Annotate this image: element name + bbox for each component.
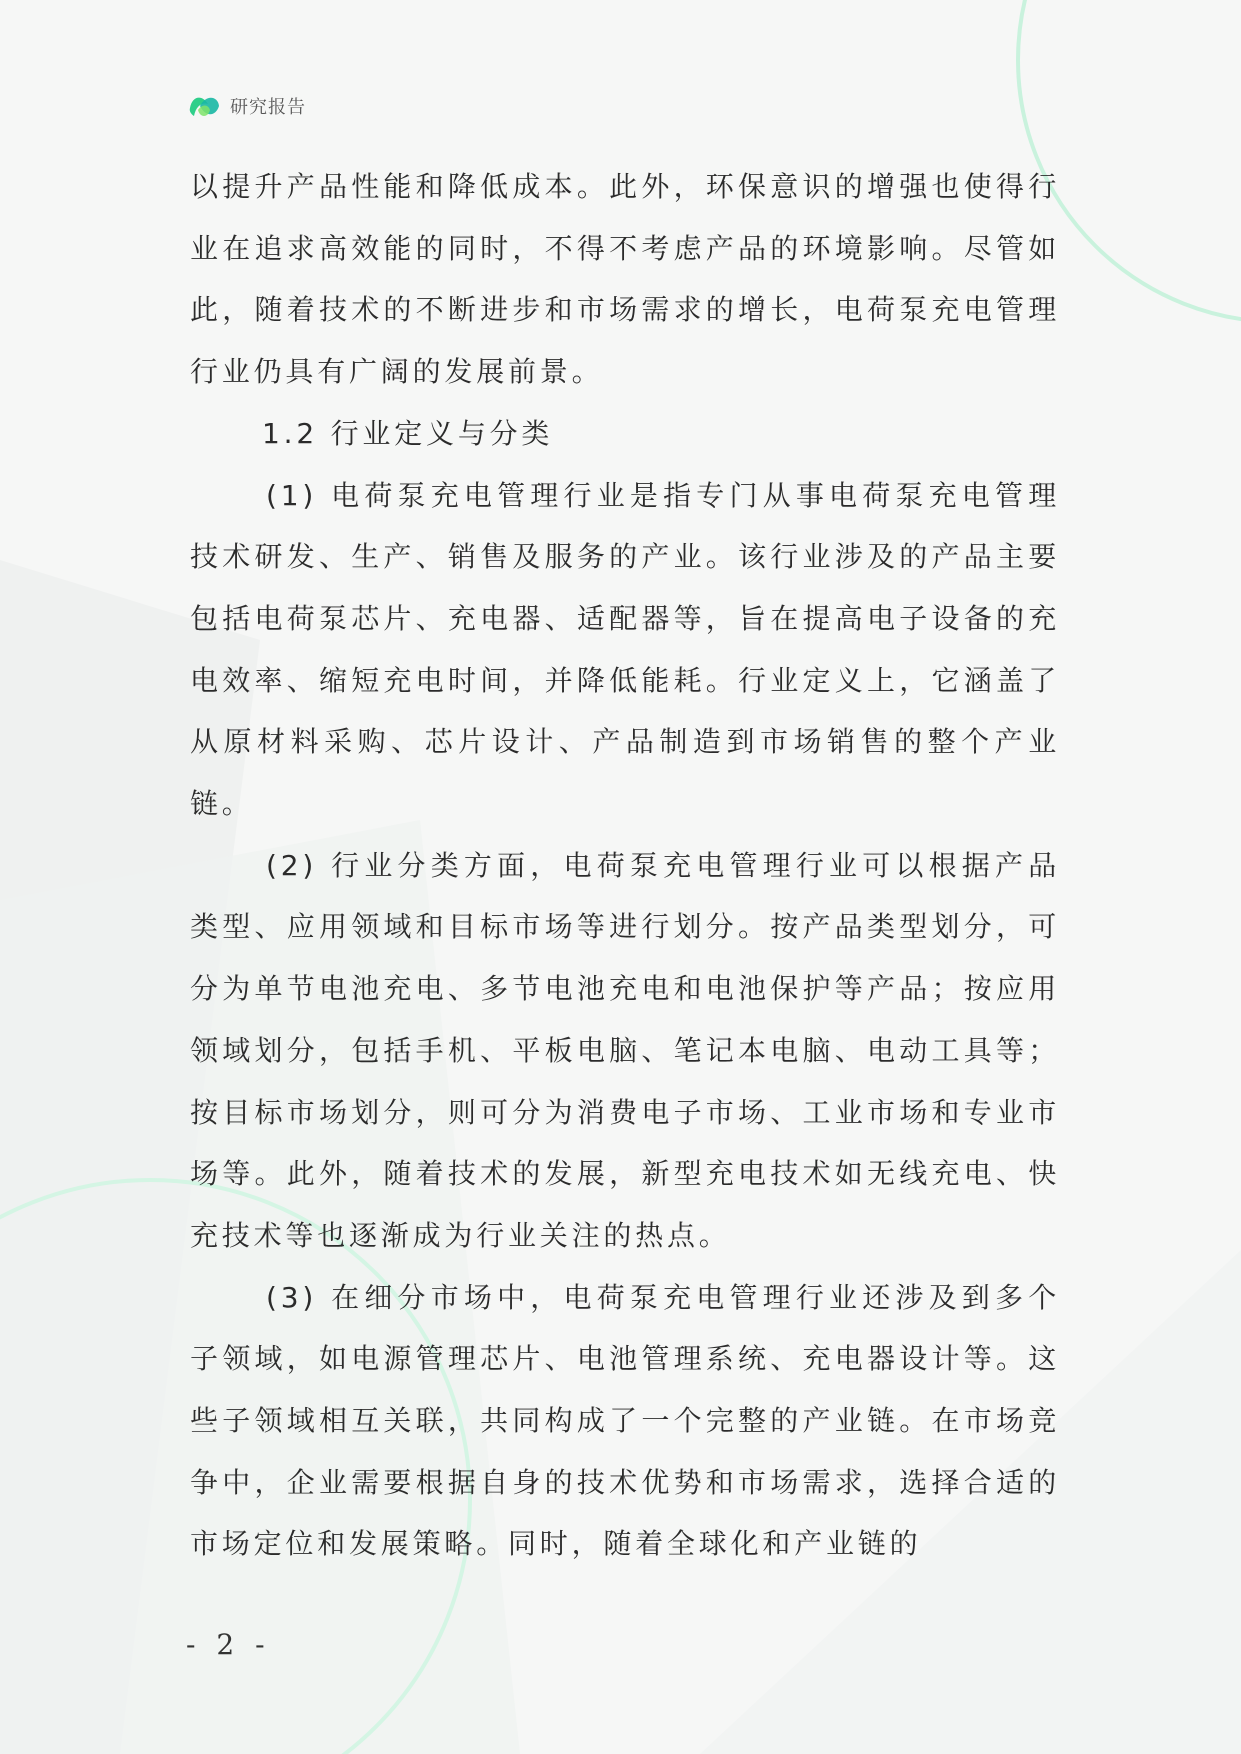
document-body xyxy=(190,156,1060,1575)
paragraph: (2) 行业分类方面，电荷泵充电管理行业可以根据产品类型、应用领域和目标市场等进行划分。按产品类型划分，可分为单节电池充电、多节电池充电和电池保护等产品；按应用领域划分，包括手机、平板电脑、笔记本电脑、电动工具等；按目标市场划分，则可分为消费电子市场、工业市场和专业市场等。此外，随着技术的发展，新型充电技术如无线充电、快充技术等也逐渐成为行业关注的热点。 xyxy=(190,848,1060,1252)
page-number: - 2 - xyxy=(186,1628,271,1661)
paragraph: (1) 电荷泵充电管理行业是指专门从事电荷泵充电管理技术研发、生产、销售及服务的产业。该行业涉及的产品主要包括电荷泵芯片、充电器、适配器等，旨在提高电子设备的充电效率、缩短充电时间，并降低能耗。行业定义上，它涵盖了从原材料采购、芯片设计、产品制造到市场销售的整个产业链。 xyxy=(190,478,1060,821)
paragraph: (3) 在细分市场中，电荷泵充电管理行业还涉及到多个子领域，如电源管理芯片、电池管理系统、充电器设计等。这些子领域相互关联，共同构成了一个完整的产业链。在市场竞争中，企业需要根据自身的技术优势和市场需求，选择合适的市场定位和发展策略。同时，随着全球化和产业链的 xyxy=(190,1280,1060,1561)
section-heading: 1.2 行业定义与分类 xyxy=(262,416,554,450)
paragraph: 以提升产品性能和降低成本。此外，环保意识的增强也使得行业在追求高效能的同时，不得不考虑产品的环境影响。尽管如此，随着技术的不断进步和市场需求的增长，电荷泵充电管理行业仍具有广阔的发展前景。 xyxy=(190,170,1060,389)
green-leaf-logo-icon xyxy=(186,88,222,124)
header-title: 研究报告 xyxy=(230,97,306,118)
page-header xyxy=(186,88,306,124)
